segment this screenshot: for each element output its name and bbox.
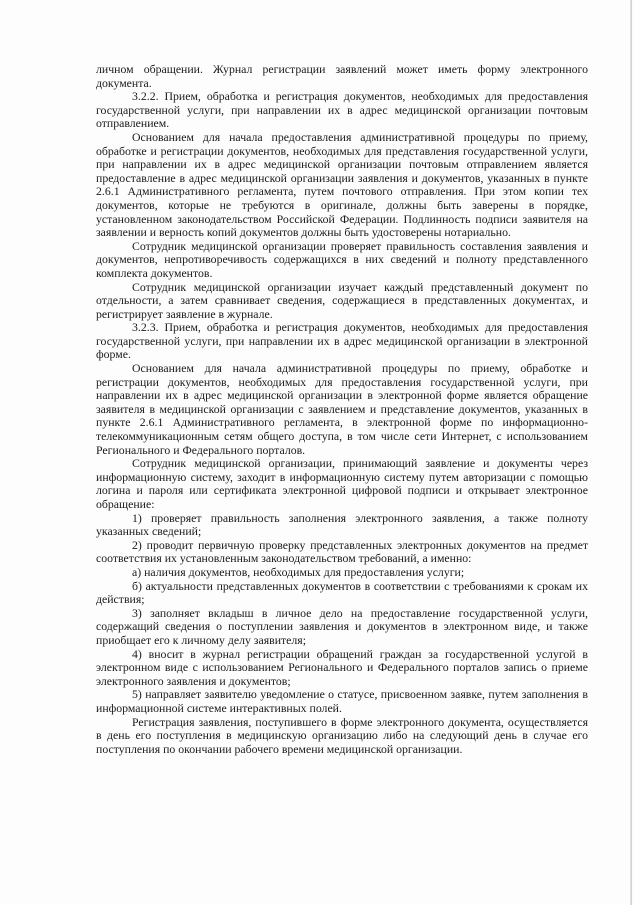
section-heading-3-2-3: 3.2.3. Прием, обработка и регистрация документов, необходимых для предоставления государственной услуги, при направлении их в адрес медицинской организации в электронной форме.: [96, 320, 588, 362]
list-item: 4) вносит в журнал регистрации обращений граждан за государственной услугой в электронном виде с использованием Регионального и Федерального порталов запись о приеме электронного заявления и документов;: [96, 646, 588, 688]
sub-list-item: б) актуальности представленных документов в соответствии с требованиями к срокам их действия;: [96, 578, 588, 607]
list-item: 3) заполняет вкладыш в личное дело на предоставление государственной услуги, содержащий сведения о поступлении заявления и документов в электронном виде, и также приобщает его к личному делу заявителя;: [96, 605, 588, 647]
list-item: 1) проверяет правильность заполнения электронного заявления, а также полноту указанных сведений;: [96, 510, 588, 539]
list-item: 5) направляет заявителю уведомление о статусе, присвоенном заявке, путем заполнения в информационной системе интерактивных полей.: [96, 687, 588, 715]
paragraph: Сотрудник медицинской организации, принимающий заявление и документы через информационную систему, заходит в информационную систему путем авторизации с помощью логина и пароля или сертификата электронной цифровой подписи и открывает электронное обращение:: [96, 456, 588, 511]
paragraph: Основанием для начала предоставления административной процедуры по приему, обработке и регистрации документов, необходимых для представления государственной услуги, при направлении их в адрес медицинской организации почтовым отправлением является предоставление в адрес медицинской организации заявления и документов, указанных в пункте 2.6.1 Административного регламента, путем почтового отправления. При этом копии тех документов, которые не требуются в оригинале, должны быть заверены в порядке, установленном законодательством Российской Федерации. Подлинность подписи заявителя на заявлении и верность копий документов должны быть удостоверены нотариально.: [96, 129, 588, 240]
paragraph: Основанием для начала административной процедуры по приему, обработке и регистрации документов, необходимых для предоставления государственной услуги, при направлении их в адрес медицинской организации в электронной форме является обращение заявителя в медицинской организации с заявлением и представление документов, указанных в пункте 2.6.1 Административного регламента, в электронной форме по информационно-телекоммуникационным сетям общего доступа, в том числе сети Интернет, с использованием Регионального и Федерального порталов.: [96, 361, 588, 457]
paragraph: личном обращении. Журнал регистрации заявлений может иметь форму электронного документа.: [96, 62, 588, 90]
paragraph: Сотрудник медицинской организации проверяет правильность составления заявления и документов, непротиворечивость содержащихся в них сведений и полноту представленного комплекта документов.: [96, 238, 588, 280]
paragraph: Регистрация заявления, поступившего в форме электронного документа, осуществляется в день его поступления в медицинскую организацию либо на следующий день в случае его поступления по окончании рабочего времени медицинской организации.: [96, 714, 588, 756]
paragraph: Сотрудник медицинской организации изучает каждый представленный документ по отдельности, а затем сравнивает сведения, содержащиеся в представленных документах, и регистрирует заявление в журнале.: [96, 279, 588, 321]
section-heading-3-2-2: 3.2.2. Прием, обработка и регистрация документов, необходимых для предоставления государственной услуги, при направлении их в адрес медицинской организации почтовым отправлением.: [96, 89, 588, 131]
page-edge: [630, 0, 632, 905]
document-body: [96, 63, 588, 756]
list-item: 2) проводит первичную проверку представленных электронных документов на предмет соответствия их установленным законодательством требований, а именно:: [96, 537, 588, 566]
sub-list-item: а) наличия документов, необходимых для предоставления услуги;: [132, 564, 465, 579]
